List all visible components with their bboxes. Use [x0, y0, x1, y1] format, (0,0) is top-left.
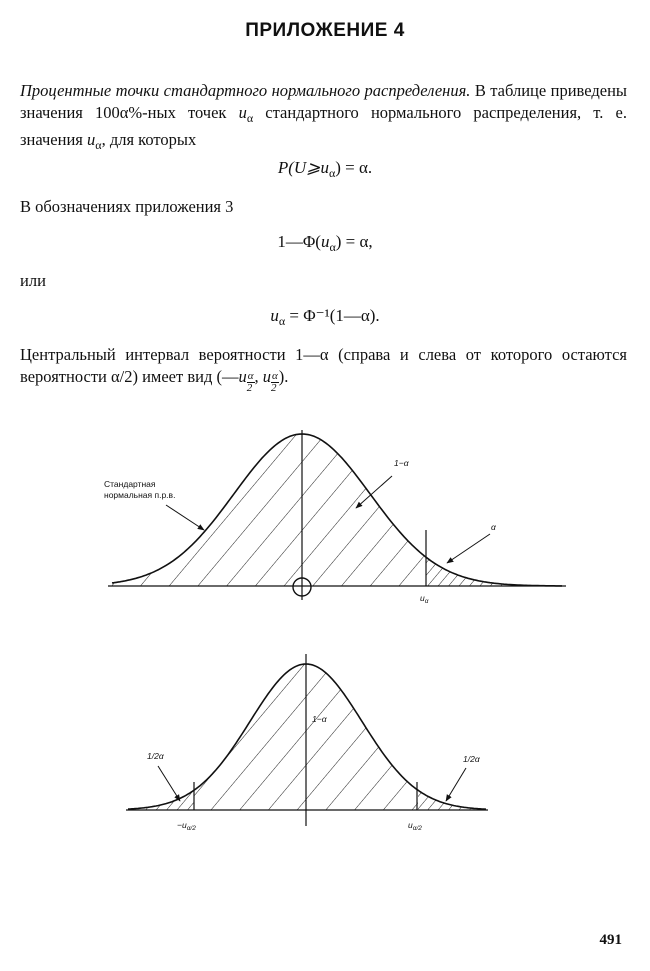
formula3-rhs: = Φ⁻¹(1—α).	[285, 306, 380, 325]
figure2-u-label: $u_{\alpha/2}$	[408, 820, 422, 832]
intro-u-sub-2: α	[95, 138, 102, 152]
figure1-one-minus-alpha-label: 1−α	[394, 458, 409, 468]
figure-one-tailed	[104, 430, 566, 605]
intro-u-symbol-2: u	[87, 130, 96, 149]
figure2-half-alpha-right-arrow	[446, 768, 466, 801]
or-text: или	[20, 271, 46, 290]
figure1-density-label-1: Стандартная	[104, 479, 156, 489]
figure1-alpha-arrow	[447, 534, 490, 563]
figure2-half-alpha-left-label: 1/2α	[147, 751, 164, 761]
page-number: 491	[599, 932, 622, 948]
formula3-u: u	[270, 306, 279, 325]
intro-u-symbol: u	[238, 103, 247, 122]
figure2-neg-u-label: $-u_{\alpha/2}$	[177, 820, 196, 832]
figure1-u-label: $u_\alpha$	[420, 593, 429, 605]
formula2-u: u	[320, 232, 330, 251]
appendix-title: ПРИЛОЖЕНИЕ 4	[245, 20, 405, 41]
notation-text: В обозначениях приложения 3	[20, 197, 234, 216]
figure2-half-alpha-right-label: 1/2α	[463, 754, 480, 764]
interval-frac-left: $\frac{\alpha}{2}$	[246, 370, 254, 394]
intro-text-1: В таблице приведены значения 100α%-ных точек	[20, 81, 627, 122]
formula1-rhs: ) = α.	[335, 158, 373, 177]
figure1-density-arrow	[166, 505, 204, 530]
intro-italic-heading: Процентные точки стандартного нормального распределения.	[20, 81, 471, 100]
interval-u-right: u	[262, 367, 272, 386]
formula1-lhs: P(U⩾	[277, 158, 321, 177]
formula1-u: u	[320, 158, 329, 177]
figure2-right-tail-area	[418, 790, 486, 810]
figure-two-tailed	[126, 654, 488, 832]
interval-close: ).	[278, 367, 289, 386]
figure1-alpha-label: α	[491, 522, 496, 532]
figure1-central-area	[112, 434, 426, 586]
formula2-rhs: ) = α,	[335, 232, 373, 251]
formula2-lhs: 1—Φ(	[277, 232, 321, 251]
interval-sep: ,	[254, 367, 263, 386]
figure2-half-alpha-left-arrow	[158, 766, 180, 801]
figure2-left-tail-area	[128, 790, 194, 810]
intro-text-3: , для которых	[101, 130, 197, 149]
formula1-sub: α	[328, 166, 336, 180]
figure2-one-minus-alpha-label: 1−α	[312, 714, 327, 724]
interval-frac-right: $\frac{\alpha}{2}$	[271, 370, 278, 394]
interval-u-left: u	[238, 367, 247, 386]
intro-text-2: стандартного нормального распределения, т. е. значения	[20, 103, 627, 149]
figure1-right-tail-area	[426, 557, 562, 586]
formula3-sub: α	[278, 314, 286, 328]
intro-u-sub: α	[246, 111, 254, 125]
interval-text: Центральный интервал вероятности 1—α (справа и слева от которого остаются вероятности α/2) имеет вид (—	[20, 345, 627, 386]
figure1-density-label-2: нормальная п.р.в.	[104, 490, 176, 500]
formula2-sub: α	[329, 240, 336, 254]
